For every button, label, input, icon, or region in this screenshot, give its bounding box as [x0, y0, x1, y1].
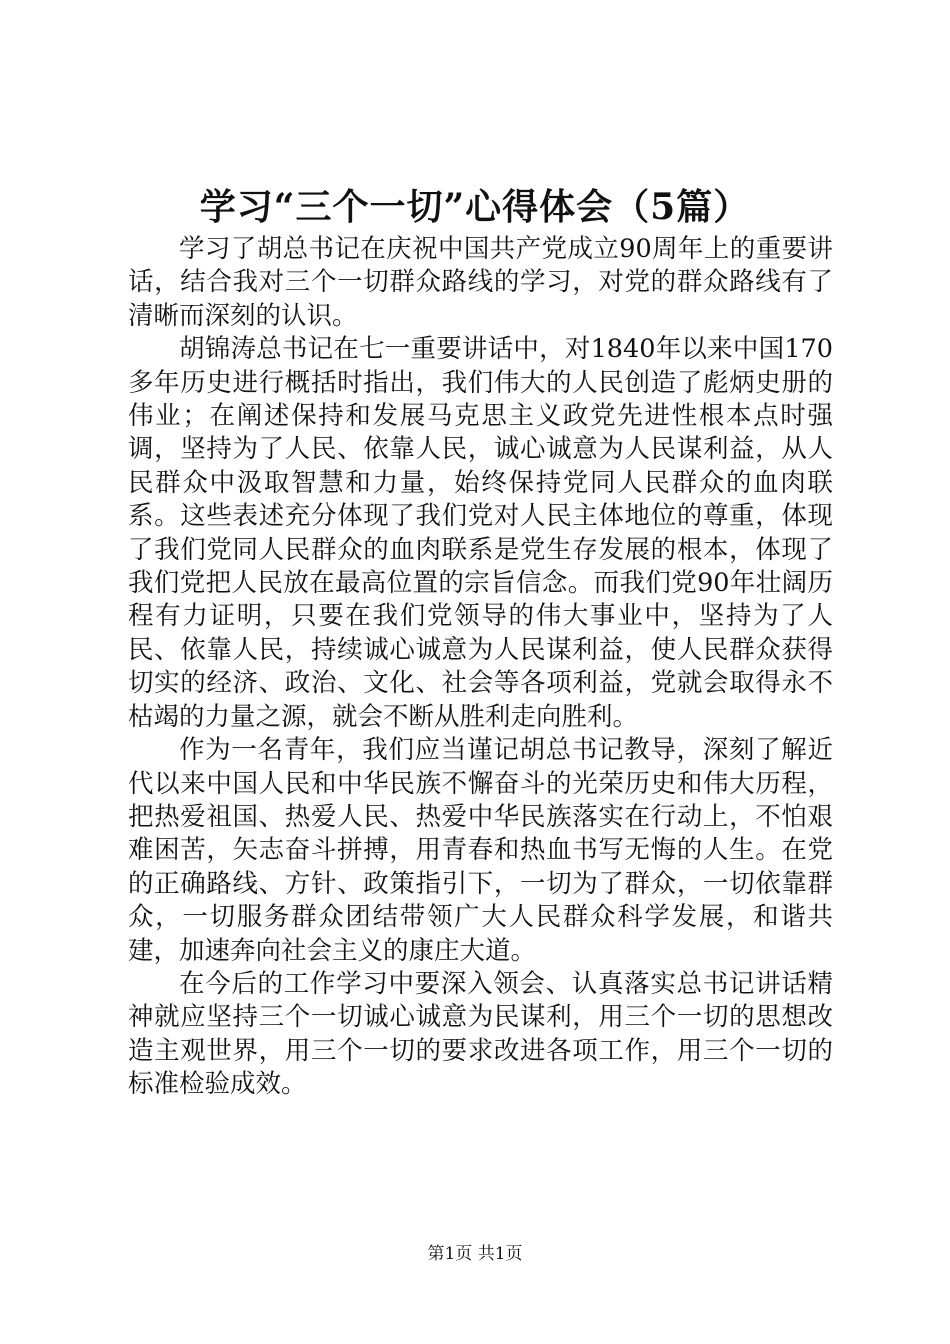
document-body — [128, 233, 833, 1102]
paragraph-2: 胡锦涛总书记在七一重要讲话中，对1840年以来中国170多年历史进行概括时指出，我们伟大的人民创造了彪炳史册的伟业；在阐述保持和发展马克思主义政党先进性根本点时强调，坚持为了人民、依靠人民，诚心诚意为人民谋利益，从人民群众中汲取智慧和力量，始终保持党同人民群众的血肉联系。这些表述充分体现了我们党对人民主体地位的尊重，体现了我们党同人民群众的血肉联系是党生存发展的根本，体现了我们党把人民放在最高位置的宗旨信念。而我们党90年壮阔历程有力证明，只要在我们党领导的伟大事业中，坚持为了人民、依靠人民，持续诚心诚意为人民谋利益，使人民群众获得切实的经济、政治、文化、社会等各项利益，党就会取得永不枯竭的力量之源，就会不断从胜利走向胜利。 — [128, 334, 833, 732]
paragraph-3: 作为一名青年，我们应当谨记胡总书记教导，深刻了解近代以来中国人民和中华民族不懈奋斗的光荣历史和伟大历程，把热爱祖国、热爱人民、热爱中华民族落实在行动上，不怕艰难困苦，矢志奋斗拼搏，用青春和热血书写无悔的人生。在党的正确路线、方针、政策指引下，一切为了群众，一切依靠群众，一切服务群众团结带领广大人民群众科学发展，和谐共建，加速奔向社会主义的康庄大道。 — [128, 735, 833, 966]
document-title: 学习“三个一切”心得体会（5篇） — [199, 186, 751, 228]
paragraph-4: 在今后的工作学习中要深入领会、认真落实总书记讲话精神就应坚持三个一切诚心诚意为民谋利，用三个一切的思想改造主观世界，用三个一切的要求改进各项工作，用三个一切的标准检验成效。 — [128, 968, 833, 1100]
paragraph-1: 学习了胡总书记在庆祝中国共产党成立90周年上的重要讲话，结合我对三个一切群众路线的学习，对党的群众路线有了清晰而深刻的认识。 — [128, 234, 833, 331]
page-footer: 第1页 共1页 — [427, 1244, 523, 1264]
